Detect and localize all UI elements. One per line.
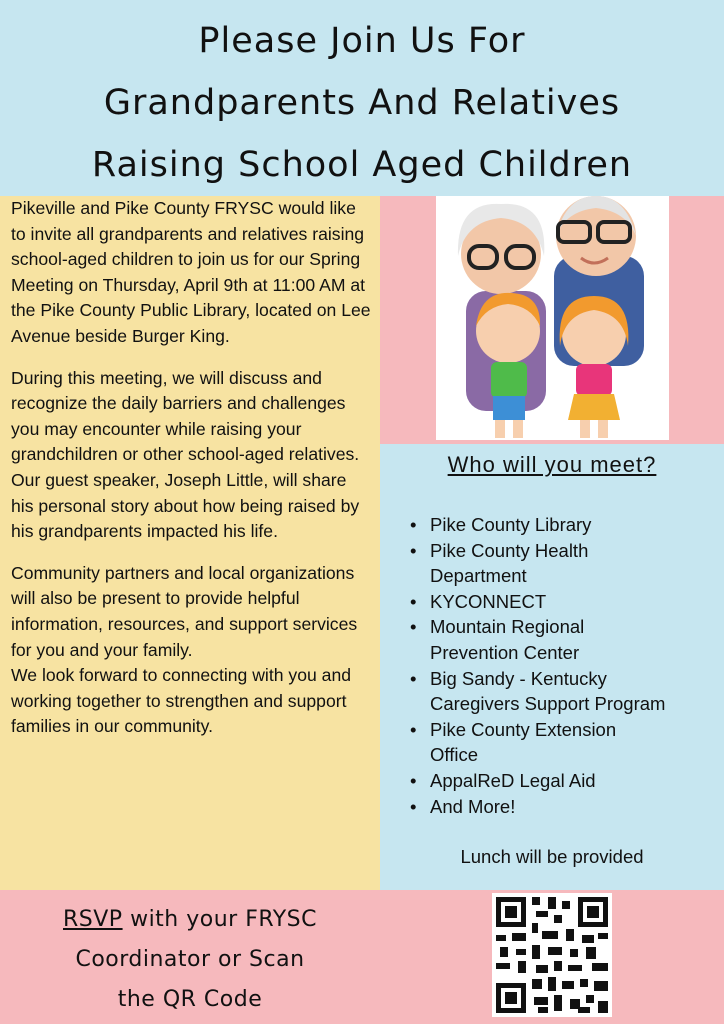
family-clipart-icon <box>436 196 669 440</box>
boy-shirt <box>491 362 527 398</box>
closing-text: We look forward to connecting with you and working together to strengthen and support families in our community. <box>11 665 352 737</box>
qr-code-icon <box>492 893 612 1017</box>
flyer-header <box>0 0 724 196</box>
list-item: • Big Sandy - Kentucky Caregivers Support Program <box>410 666 665 717</box>
meeting-details-paragraph: During this meeting, we will discuss and recognize the daily barriers and challenges you may encounter while raising your grandchildren or other school-aged relatives. Our guest speaker, Joseph Little, will share his personal story about how being raised by his grandparents impacted his life. <box>11 367 360 542</box>
list-item: • And More! <box>410 794 665 820</box>
partner-list <box>410 512 665 819</box>
rsvp-rest: with your FRYSC <box>122 907 317 932</box>
title-line-2: Grandparents And Relatives <box>103 83 621 123</box>
list-item: • Pike County Health Department <box>410 538 665 589</box>
partners-text: Community partners and local organizations will also be present to provide helpful information, resources, and support services for you and your family. <box>11 562 358 660</box>
invitation-paragraph: Pikeville and Pike County FRYSC would like to invite all grandparents and relatives raising school-aged children to join us for our Spring Meeting on Thursday, April 9th at 11:00 AM at the Pike County Public Library, located on Lee Avenue beside Burger King. <box>11 198 371 346</box>
rsvp-footer <box>0 890 724 1024</box>
qr-code[interactable] <box>492 893 612 1017</box>
rsvp-line-3: the QR Code <box>117 987 263 1012</box>
list-item: • Pike County Library <box>410 512 665 538</box>
title-line-3: Raising School Aged Children <box>91 145 633 185</box>
rsvp-line-2: Coordinator or Scan <box>75 947 305 972</box>
lunch-note: Lunch will be provided <box>460 846 644 867</box>
title-line-1: Please Join Us For <box>198 21 526 61</box>
list-item: • Pike County Extension Office <box>410 717 665 768</box>
list-item: • Mountain Regional Prevention Center <box>410 614 665 665</box>
invitation-text-panel <box>0 196 380 890</box>
who-will-you-meet-panel <box>380 444 724 890</box>
rsvp-word: RSVP <box>63 907 123 932</box>
girl-shirt <box>576 364 612 396</box>
list-item: • KYCONNECT <box>410 589 665 615</box>
who-heading: Who will you meet? <box>447 452 657 477</box>
grandparents-illustration <box>436 196 669 440</box>
list-item: • AppalReD Legal Aid <box>410 768 665 794</box>
partners-paragraph <box>11 561 372 740</box>
rsvp-text <box>0 900 380 1020</box>
